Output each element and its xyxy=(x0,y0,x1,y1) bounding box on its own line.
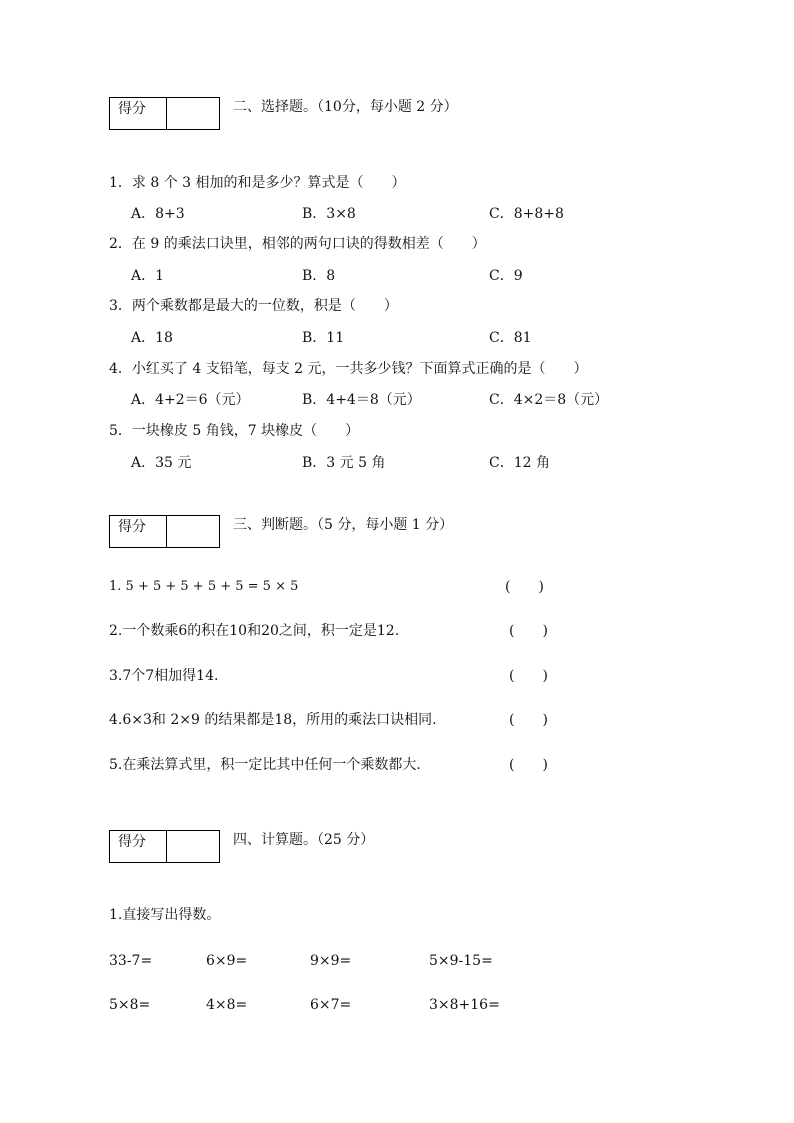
option-a: A．18 xyxy=(131,330,173,346)
answer-paren: ( ) xyxy=(505,579,544,595)
answer-paren: ( ) xyxy=(509,712,548,728)
score-box xyxy=(109,515,220,548)
question-text: 1．求 8 个 3 相加的和是多少？算式是（ ） xyxy=(109,175,406,191)
calc-item: 6×9= xyxy=(206,953,248,969)
sub-question: 1.直接写出得数。 xyxy=(109,907,221,923)
option-a: A．1 xyxy=(131,268,165,284)
section-title-choice: 二、选择题。（10分，每小题 2 分） xyxy=(233,99,458,115)
option-c: C．9 xyxy=(489,268,523,284)
score-box-divider xyxy=(166,98,167,129)
option-b: B．11 xyxy=(302,330,345,346)
calc-item: 5×8= xyxy=(109,997,151,1013)
score-box xyxy=(109,97,220,130)
question-text: 5．一块橡皮 5 角钱，7 块橡皮（ ） xyxy=(109,423,360,439)
option-b: B．4+4＝8（元） xyxy=(302,392,421,408)
calc-item: 6×7= xyxy=(310,997,352,1013)
score-label: 得分 xyxy=(118,101,146,117)
option-a: A．4+2＝6（元） xyxy=(131,392,250,408)
score-label: 得分 xyxy=(118,834,146,850)
option-c: C．12 角 xyxy=(489,455,550,471)
section-title-judge: 三、判断题。（5 分，每小题 1 分） xyxy=(233,517,454,533)
answer-paren: ( ) xyxy=(509,668,548,684)
option-c: C．4×2＝8（元） xyxy=(489,392,609,408)
calc-item: 5×9-15= xyxy=(429,953,493,969)
question-text: 2．在 9 的乘法口诀里，相邻的两句口诀的得数相差（ ） xyxy=(109,236,486,252)
option-c: C．81 xyxy=(489,330,532,346)
calc-item: 4×8= xyxy=(206,997,248,1013)
score-box-divider xyxy=(166,831,167,862)
judge-item: 1. 5 + 5 + 5 + 5 + 5 = 5 × 5 xyxy=(109,579,299,594)
option-a: A．35 元 xyxy=(131,455,192,471)
option-a: A．8+3 xyxy=(131,206,185,222)
score-label: 得分 xyxy=(118,519,146,535)
calc-item: 3×8+16= xyxy=(429,997,500,1013)
question-text: 4．小红买了 4 支铅笔，每支 2 元，一共多少钱？下面算式正确的是（ ） xyxy=(109,361,588,377)
judge-item: 2.一个数乘6的积在10和20之间，积一定是12. xyxy=(109,623,400,639)
section-title-calc: 四、计算题。（25 分） xyxy=(233,832,375,848)
answer-paren: ( ) xyxy=(509,757,548,773)
option-b: B．8 xyxy=(302,268,336,284)
question-text: 3．两个乘数都是最大的一位数，积是（ ） xyxy=(109,298,398,314)
calc-item: 33-7= xyxy=(109,953,153,969)
calc-item: 9×9= xyxy=(310,953,352,969)
judge-item: 5.在乘法算式里，积一定比其中任何一个乘数都大. xyxy=(109,757,421,773)
judge-item: 4.6×3和 2×9 的结果都是18，所用的乘法口诀相同. xyxy=(109,712,437,728)
answer-paren: ( ) xyxy=(509,623,548,639)
score-box xyxy=(109,830,220,863)
judge-item: 3.7个7相加得14. xyxy=(109,668,219,684)
option-c: C．8+8+8 xyxy=(489,206,564,222)
option-b: B．3×8 xyxy=(302,206,356,222)
score-box-divider xyxy=(166,516,167,547)
option-b: B．3 元 5 角 xyxy=(302,455,386,471)
